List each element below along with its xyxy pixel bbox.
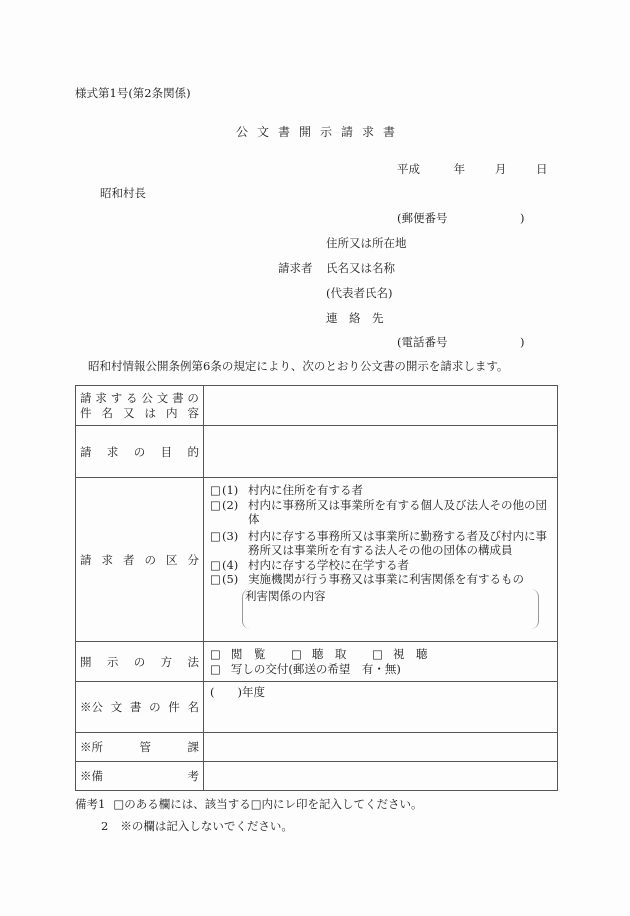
- label-char: 示: [106, 654, 119, 669]
- note-number: 備考1: [75, 797, 106, 811]
- label-char: の: [187, 390, 199, 405]
- date-year: 年: [453, 162, 466, 176]
- category-option-2[interactable]: [210, 498, 551, 527]
- document-subject-label: [76, 386, 204, 426]
- addressee: 昭和村長: [100, 186, 146, 200]
- note-text: ※の欄は記入しないでください。: [120, 819, 293, 833]
- method-watch[interactable]: [372, 647, 427, 662]
- label-char: 求: [95, 390, 107, 405]
- label-char: の: [149, 700, 161, 714]
- option-number: (4): [222, 557, 239, 572]
- checkbox[interactable]: □: [210, 661, 221, 676]
- note-text: □のある欄には、該当する□内にレ印を記入してください。: [113, 797, 423, 811]
- representative-label: (代表者氏名): [326, 286, 393, 300]
- method-watch-label: 視 聴: [392, 647, 428, 661]
- label-char: ※所: [80, 740, 103, 754]
- date-era: 平成: [397, 162, 420, 176]
- document-subject-label-line1: [80, 391, 199, 406]
- checkbox[interactable]: □: [291, 647, 302, 661]
- phone-close: ): [520, 335, 525, 349]
- method-line-2: [210, 662, 551, 677]
- label-char: 法: [187, 654, 199, 669]
- option-number: (2): [222, 497, 239, 512]
- phone-open: (電話番号: [397, 335, 448, 349]
- label-char: 文: [110, 700, 123, 714]
- category-option-1[interactable]: [210, 483, 551, 498]
- label-char: 容: [187, 405, 199, 420]
- row-requester-category: [76, 478, 558, 642]
- row-document-subject: [76, 386, 558, 426]
- method-view-label: 閲 覧: [230, 647, 266, 661]
- label-char: 文: [156, 390, 169, 405]
- note-2: [101, 821, 293, 833]
- label-char: 的: [187, 444, 199, 459]
- contact-label: 連 絡 先: [326, 311, 384, 325]
- option-text: 村内に存する事務所又は事業所に勤務する者及び村内に事務所又は事業所を有する法人その他の団体の構成員: [248, 528, 547, 557]
- category-options: [204, 478, 558, 642]
- interest-details-label: 利害関係の内容: [245, 588, 326, 603]
- purpose-label: [76, 426, 204, 478]
- label-char: 求: [101, 552, 113, 567]
- checkbox[interactable]: □: [210, 557, 221, 572]
- address-label: 住所又は所在地: [326, 236, 407, 250]
- postal-code-close: ): [520, 211, 525, 225]
- intro-text: 昭和村情報公開条例第6条の規定により、次のとおり公文書の開示を請求します。: [88, 359, 509, 373]
- requester-label: 請求者: [278, 261, 313, 275]
- label-char: ※公: [80, 700, 103, 714]
- remarks-field[interactable]: [204, 762, 558, 791]
- label-char: 分: [187, 552, 199, 567]
- label-char: 者: [123, 552, 135, 567]
- label-char: 請: [80, 390, 92, 405]
- method-listen-label: 聴 取: [311, 647, 347, 661]
- row-remarks: [76, 762, 558, 791]
- label-char: す: [110, 390, 123, 405]
- label-char: 求: [106, 444, 119, 459]
- remarks-label: [76, 762, 204, 791]
- label-char: 区: [166, 552, 178, 567]
- purpose-field[interactable]: [204, 426, 558, 478]
- label-char: 請: [80, 444, 92, 459]
- method-copy-label: 写しの交付(郵送の希望 有・無): [230, 661, 401, 676]
- request-table: [75, 385, 558, 791]
- label-char: 開: [80, 654, 92, 669]
- label-char: 件: [168, 700, 180, 714]
- checkbox[interactable]: □: [210, 528, 221, 543]
- method-view[interactable]: [210, 647, 265, 662]
- checkbox[interactable]: □: [372, 647, 383, 661]
- label-char: 目: [160, 444, 173, 459]
- row-document-name: [76, 682, 558, 733]
- label-char: 名: [101, 405, 113, 420]
- checkbox[interactable]: □: [210, 483, 221, 497]
- label-char: 書: [129, 700, 142, 714]
- name-label: 氏名又は名称: [326, 261, 395, 275]
- option-number: (5): [222, 572, 239, 586]
- label-char: ※備: [80, 769, 103, 783]
- form-number: 様式第1号(第2条関係): [75, 86, 191, 100]
- label-char: 又: [123, 405, 135, 420]
- row-purpose: [76, 426, 558, 478]
- department-field[interactable]: [204, 733, 558, 762]
- option-text: 村内に存する学校に在学する者: [248, 557, 409, 572]
- date-line: [397, 164, 547, 176]
- note-1: [75, 799, 423, 811]
- option-text: 実施機関が行う事務又は事業に利害関係を有するもの: [248, 572, 524, 586]
- label-char: は: [144, 405, 156, 420]
- category-option-3[interactable]: [210, 529, 551, 558]
- postal-code-open: (郵便番号: [397, 211, 448, 225]
- page-title: 公文書開示請求書: [236, 125, 405, 139]
- date-month: 月: [494, 162, 507, 176]
- method-listen[interactable]: [291, 647, 346, 662]
- option-number: (3): [222, 528, 239, 543]
- label-char: の: [133, 444, 146, 459]
- row-disclosure-method: [76, 642, 558, 682]
- label-char: 課: [187, 740, 199, 754]
- document-subject-label-line2: [80, 406, 199, 421]
- category-option-5[interactable]: [210, 572, 551, 587]
- label-char: 件: [80, 405, 92, 420]
- department-label: [76, 733, 204, 762]
- label-char: 公: [141, 390, 153, 405]
- category-label: [76, 478, 204, 642]
- option-text: 村内に事務所又は事業所を有する個人及び法人その他の団体: [248, 497, 547, 526]
- date-day: 日: [535, 162, 548, 176]
- label-char: 内: [166, 405, 178, 420]
- checkbox[interactable]: □: [210, 647, 221, 661]
- label-char: 名: [187, 700, 199, 714]
- option-text: 村内に住所を有する者: [248, 483, 363, 497]
- method-options: [204, 642, 558, 682]
- checkbox[interactable]: □: [210, 572, 221, 586]
- interest-details-field[interactable]: [242, 589, 539, 629]
- option-number: (1): [222, 483, 239, 497]
- label-char: る: [126, 390, 138, 405]
- document-subject-field[interactable]: [204, 386, 558, 426]
- checkbox[interactable]: □: [210, 497, 221, 512]
- label-char: 書: [172, 390, 184, 405]
- label-char: 請: [80, 552, 92, 567]
- fiscal-year: ( )年度: [210, 685, 265, 699]
- label-char: の: [144, 552, 156, 567]
- label-char: の: [133, 654, 146, 669]
- category-option-4[interactable]: [210, 558, 551, 573]
- method-copy[interactable]: [210, 662, 401, 677]
- method-line-1: [210, 647, 551, 662]
- row-department: [76, 733, 558, 762]
- note-number: 2: [101, 819, 109, 833]
- document-name-label: [76, 682, 204, 733]
- label-char: 考: [187, 769, 199, 783]
- method-label: [76, 642, 204, 682]
- label-char: 管: [139, 740, 151, 754]
- label-char: 方: [160, 654, 173, 669]
- document-name-field[interactable]: [204, 682, 558, 733]
